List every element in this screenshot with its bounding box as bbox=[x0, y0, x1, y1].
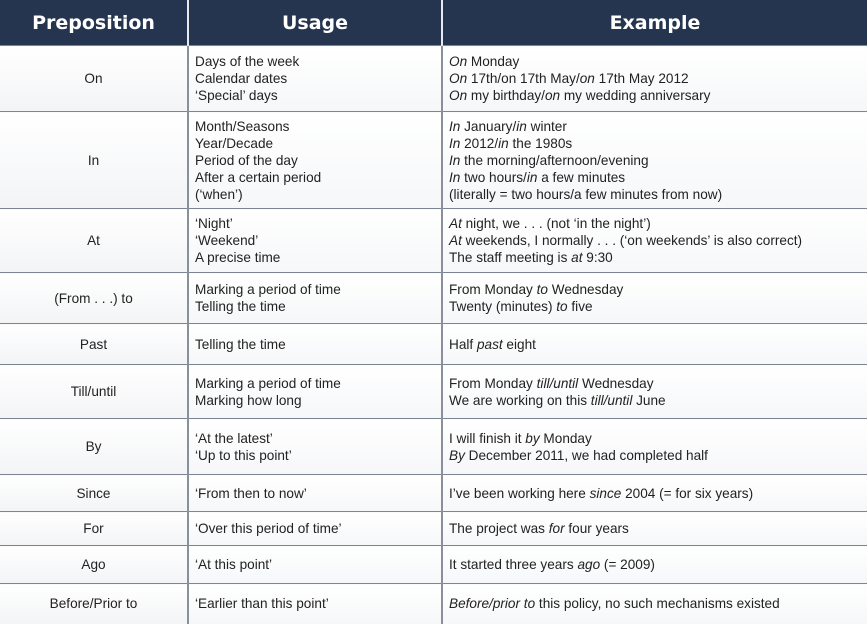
example-emphasis: at bbox=[571, 250, 583, 265]
usage-line: Month/Seasons bbox=[195, 118, 290, 134]
example-cell bbox=[442, 112, 867, 209]
usage-line: ‘Night’ bbox=[195, 216, 233, 231]
table-row bbox=[0, 512, 867, 546]
example-text: weekends, I normally . . . (‘on weekends’ is also correct) bbox=[461, 233, 803, 248]
header-preposition: Preposition bbox=[0, 0, 188, 46]
usage-line: ‘Special’ days bbox=[195, 88, 278, 103]
example-text: Twenty (minutes) bbox=[449, 299, 557, 314]
example-emphasis: At bbox=[449, 216, 462, 231]
table-row bbox=[0, 546, 867, 584]
table-row bbox=[0, 584, 867, 624]
usage-line: After a certain period bbox=[195, 169, 322, 185]
usage-cell bbox=[188, 475, 442, 512]
table-row bbox=[0, 46, 867, 112]
example-text: my wedding anniversary bbox=[560, 88, 711, 103]
example-emphasis: On bbox=[449, 71, 468, 86]
usage-line: Marking how long bbox=[195, 392, 302, 408]
example-line bbox=[449, 87, 861, 104]
example-text: June bbox=[632, 392, 666, 408]
example-emphasis: to bbox=[556, 299, 568, 314]
usage-line: A precise time bbox=[195, 250, 281, 265]
example-emphasis: By bbox=[449, 447, 465, 463]
example-text: From Monday bbox=[449, 282, 537, 297]
example-text: 17th/on 17th May/ bbox=[467, 71, 580, 86]
example-cell bbox=[442, 475, 867, 512]
table-row bbox=[0, 112, 867, 209]
example-emphasis: In bbox=[449, 118, 461, 134]
example-cell bbox=[442, 209, 867, 273]
usage-line: ‘Weekend’ bbox=[195, 233, 259, 248]
example-emphasis: in bbox=[526, 169, 538, 185]
header-example: Example bbox=[442, 0, 867, 46]
example-text: The staff meeting is bbox=[449, 250, 572, 265]
example-cell bbox=[442, 546, 867, 584]
example-text: I’ve been working here bbox=[449, 485, 590, 501]
table-header bbox=[0, 0, 867, 46]
example-emphasis: ago bbox=[577, 557, 601, 572]
usage-line: Calendar dates bbox=[195, 71, 288, 86]
example-emphasis: in bbox=[516, 118, 527, 134]
example-text: eight bbox=[502, 336, 536, 352]
usage-line: Marking a period of time bbox=[195, 375, 341, 391]
example-text: 9:30 bbox=[582, 250, 613, 265]
example-line bbox=[449, 375, 861, 392]
example-line bbox=[449, 169, 861, 186]
example-text: December 2011, we had completed half bbox=[464, 447, 708, 463]
preposition-cell: In bbox=[0, 112, 188, 209]
example-text: Monday bbox=[539, 430, 592, 446]
usage-cell bbox=[188, 46, 442, 112]
preposition-cell: Before/Prior to bbox=[0, 584, 188, 624]
table-body bbox=[0, 46, 867, 624]
preposition-cell: (From . . .) to bbox=[0, 273, 188, 324]
usage-cell bbox=[188, 365, 442, 419]
usage-line: ‘At this point’ bbox=[195, 557, 273, 572]
usage-cell bbox=[188, 584, 442, 624]
example-emphasis: In bbox=[449, 152, 461, 168]
usage-line: (‘when’) bbox=[195, 186, 243, 202]
example-emphasis: Before/prior to bbox=[449, 596, 536, 612]
example-line bbox=[449, 152, 861, 169]
example-text: It started three years bbox=[449, 557, 578, 572]
example-emphasis: for bbox=[548, 521, 565, 536]
usage-line: Telling the time bbox=[195, 336, 286, 352]
preposition-cell: Till/until bbox=[0, 365, 188, 419]
example-cell bbox=[442, 584, 867, 624]
example-line bbox=[449, 135, 861, 152]
example-text: The project was bbox=[449, 521, 549, 536]
example-line bbox=[449, 298, 861, 315]
example-text: four years bbox=[564, 521, 629, 536]
example-emphasis: On bbox=[449, 88, 468, 103]
table-row bbox=[0, 419, 867, 475]
preposition-cell: On bbox=[0, 46, 188, 112]
example-text: a few minutes bbox=[537, 169, 626, 185]
example-cell bbox=[442, 512, 867, 546]
usage-cell bbox=[188, 419, 442, 475]
example-line bbox=[449, 249, 861, 266]
example-emphasis: since bbox=[589, 485, 622, 501]
example-text: We are working on this bbox=[449, 392, 591, 408]
example-text: (= 2009) bbox=[600, 557, 655, 572]
example-emphasis: by bbox=[525, 430, 540, 446]
preposition-cell: Past bbox=[0, 324, 188, 365]
example-text: Half bbox=[449, 336, 477, 352]
preposition-cell: At bbox=[0, 209, 188, 273]
example-text: my birthday/ bbox=[467, 88, 545, 103]
example-text: Wednesday bbox=[547, 282, 624, 297]
example-cell bbox=[442, 419, 867, 475]
example-line bbox=[449, 485, 861, 502]
example-emphasis: till/until bbox=[536, 375, 579, 391]
usage-cell bbox=[188, 112, 442, 209]
table-row bbox=[0, 475, 867, 512]
example-emphasis: on bbox=[579, 71, 595, 86]
example-emphasis: in bbox=[498, 135, 509, 151]
example-line bbox=[449, 232, 861, 249]
example-text: two hours/ bbox=[460, 169, 527, 185]
usage-line: ‘Over this period of time’ bbox=[195, 521, 342, 536]
example-line bbox=[449, 336, 861, 353]
usage-line: Period of the day bbox=[195, 152, 298, 168]
usage-cell bbox=[188, 324, 442, 365]
example-text: 17th May 2012 bbox=[594, 71, 689, 86]
example-text: (literally = two hours/a few minutes from now) bbox=[449, 186, 723, 202]
example-cell bbox=[442, 273, 867, 324]
example-emphasis: In bbox=[449, 135, 461, 151]
usage-line: Year/Decade bbox=[195, 135, 274, 151]
preposition-cell: Ago bbox=[0, 546, 188, 584]
example-emphasis: At bbox=[449, 233, 462, 248]
example-text: five bbox=[567, 299, 593, 314]
example-text: the morning/afternoon/evening bbox=[460, 152, 649, 168]
example-emphasis: till/until bbox=[590, 392, 633, 408]
example-text: January/ bbox=[460, 118, 517, 134]
example-line bbox=[449, 520, 861, 537]
usage-cell bbox=[188, 273, 442, 324]
example-line bbox=[449, 118, 861, 135]
example-cell bbox=[442, 324, 867, 365]
example-line bbox=[449, 53, 861, 70]
usage-cell bbox=[188, 209, 442, 273]
example-cell bbox=[442, 365, 867, 419]
example-emphasis: In bbox=[449, 169, 461, 185]
example-text: night, we . . . (not ‘in the night’) bbox=[461, 216, 651, 231]
table-row bbox=[0, 209, 867, 273]
usage-line: ‘From then to now’ bbox=[195, 485, 307, 501]
example-text: this policy, no such mechanisms existed bbox=[535, 596, 780, 612]
example-emphasis: to bbox=[536, 282, 548, 297]
example-line bbox=[449, 430, 861, 447]
table-row bbox=[0, 365, 867, 419]
example-line bbox=[449, 215, 861, 232]
usage-line: Marking a period of time bbox=[195, 282, 341, 297]
preposition-cell: Since bbox=[0, 475, 188, 512]
example-emphasis: On bbox=[449, 54, 468, 69]
example-text: Monday bbox=[467, 54, 520, 69]
header-row bbox=[0, 0, 867, 46]
usage-cell bbox=[188, 512, 442, 546]
example-text: I will finish it bbox=[449, 430, 526, 446]
example-line bbox=[449, 186, 861, 203]
example-line bbox=[449, 447, 861, 464]
example-line bbox=[449, 70, 861, 87]
usage-line: ‘Up to this point’ bbox=[195, 447, 292, 463]
table-row bbox=[0, 273, 867, 324]
table-row bbox=[0, 324, 867, 365]
usage-line: ‘At the latest’ bbox=[195, 430, 273, 446]
example-line bbox=[449, 556, 861, 573]
example-line bbox=[449, 281, 861, 298]
example-text: 2012/ bbox=[460, 135, 499, 151]
usage-line: ‘Earlier than this point’ bbox=[195, 596, 329, 612]
example-text: Wednesday bbox=[578, 375, 654, 391]
usage-line: Telling the time bbox=[195, 299, 286, 314]
example-emphasis: on bbox=[544, 88, 561, 103]
preposition-cell: By bbox=[0, 419, 188, 475]
example-text: From Monday bbox=[449, 375, 537, 391]
example-text: 2004 (= for six years) bbox=[621, 485, 754, 501]
example-line bbox=[449, 595, 861, 612]
example-emphasis: past bbox=[476, 336, 503, 352]
example-text: the 1980s bbox=[508, 135, 573, 151]
example-line bbox=[449, 392, 861, 409]
usage-line: Days of the week bbox=[195, 54, 300, 69]
usage-cell bbox=[188, 546, 442, 584]
example-text: winter bbox=[526, 118, 567, 134]
example-cell bbox=[442, 46, 867, 112]
header-usage: Usage bbox=[188, 0, 442, 46]
preposition-cell: For bbox=[0, 512, 188, 546]
